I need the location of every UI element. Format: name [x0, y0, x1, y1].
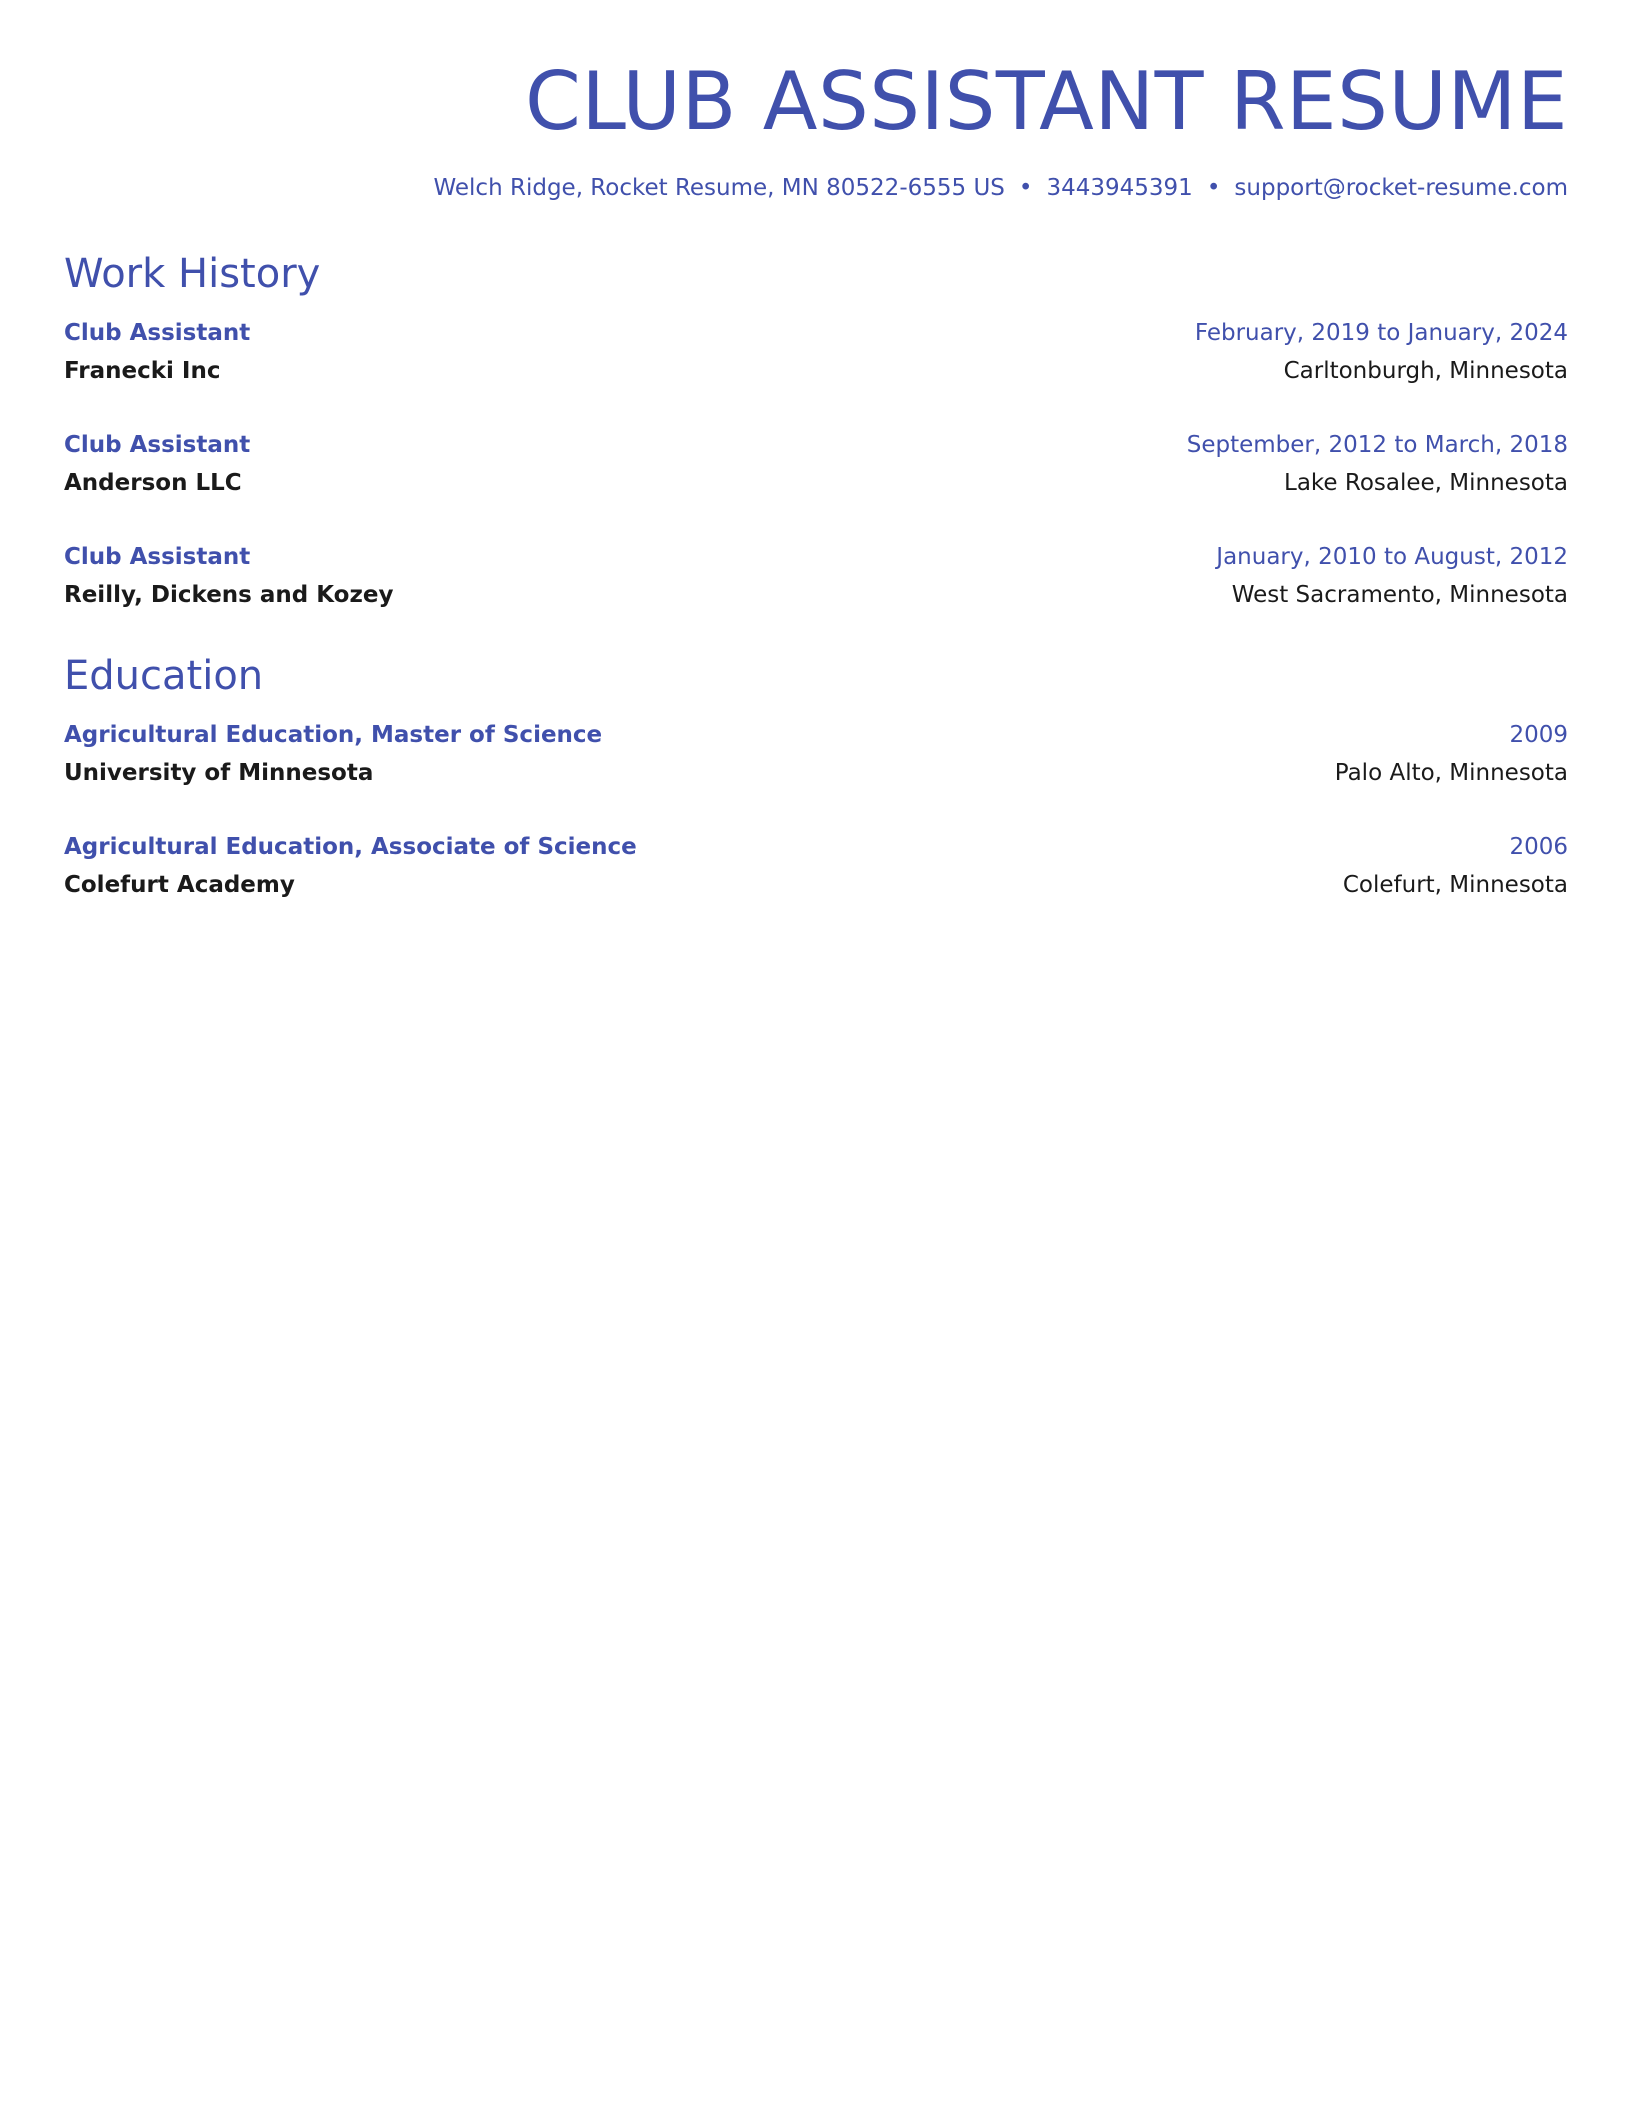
contact-email[interactable]: support@rocket-resume.com [1234, 175, 1568, 201]
school-name: University of Minnesota [64, 760, 374, 786]
job-title: Club Assistant [64, 544, 251, 570]
graduation-year: 2006 [1509, 834, 1568, 860]
job-dates: January, 2010 to August, 2012 [1216, 544, 1568, 570]
school-name: Colefurt Academy [64, 872, 295, 898]
work-history-section [64, 248, 1568, 614]
company-name: Reilly, Dickens and Kozey [64, 582, 394, 608]
school-location: Palo Alto, Minnesota [1334, 760, 1568, 786]
contact-address: Welch Ridge, Rocket Resume, MN 80522-6555 US [433, 175, 1005, 201]
education-heading: Education [64, 653, 264, 699]
contact-separator: • [1018, 175, 1033, 201]
contact-line [64, 172, 1568, 204]
work-history-heading: Work History [64, 251, 321, 297]
job-location: Lake Rosalee, Minnesota [1284, 470, 1568, 496]
job-dates: September, 2012 to March, 2018 [1186, 432, 1568, 458]
education-entry [64, 828, 1568, 904]
contact-phone: 3443945391 [1046, 175, 1193, 201]
work-entry [64, 538, 1568, 614]
resume-header [64, 0, 1568, 204]
company-name: Franecki Inc [64, 358, 221, 384]
work-entry [64, 314, 1568, 390]
job-title: Club Assistant [64, 320, 251, 346]
contact-separator: • [1206, 175, 1221, 201]
company-name: Anderson LLC [64, 470, 242, 496]
education-section [64, 650, 1568, 904]
school-location: Colefurt, Minnesota [1342, 872, 1568, 898]
education-entry [64, 716, 1568, 792]
job-title: Club Assistant [64, 432, 251, 458]
resume-title: CLUB ASSISTANT RESUME [524, 55, 1568, 148]
work-entry [64, 426, 1568, 502]
job-location: West Sacramento, Minnesota [1231, 582, 1568, 608]
job-dates: February, 2019 to January, 2024 [1194, 320, 1568, 346]
graduation-year: 2009 [1509, 722, 1568, 748]
job-location: Carltonburgh, Minnesota [1283, 358, 1568, 384]
degree-title: Agricultural Education, Master of Science [64, 722, 603, 748]
degree-title: Agricultural Education, Associate of Science [64, 834, 637, 860]
